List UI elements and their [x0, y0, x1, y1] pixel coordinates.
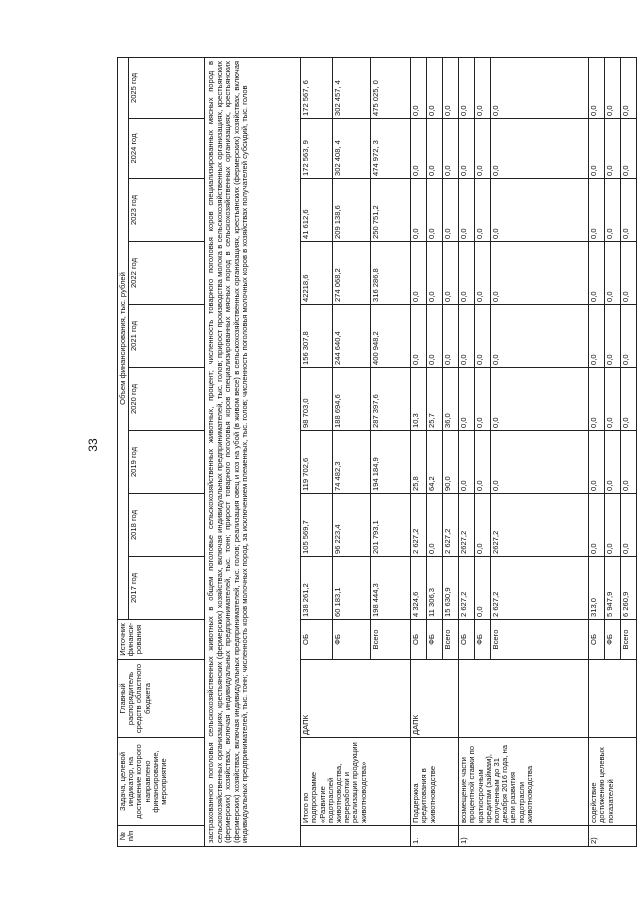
value-cell: 0,0 [411, 57, 427, 118]
value-cell: 244 640,4 [333, 305, 371, 368]
row-source: Всего [443, 620, 459, 660]
value-cell: 475 025, 0 [371, 57, 411, 118]
value-cell: 0,0 [459, 179, 475, 242]
value-cell: 198 444,3 [371, 557, 411, 620]
table-row [301, 57, 333, 846]
row-source: ОБ [589, 620, 605, 660]
value-cell: 0,0 [621, 242, 637, 305]
header-year: 2019 год [129, 431, 205, 494]
value-cell: 313,0 [589, 557, 605, 620]
value-cell: 90,0 [443, 431, 459, 494]
header-year: 2023 год [129, 179, 205, 242]
value-cell: 25,7 [427, 368, 443, 431]
value-cell: 10,3 [411, 368, 427, 431]
value-cell: 474 972, 3 [371, 119, 411, 179]
value-cell: 0,0 [475, 368, 491, 431]
value-cell: 250 751,2 [371, 179, 411, 242]
value-cell: 209 138,6 [333, 179, 371, 242]
value-cell: 0,0 [605, 179, 621, 242]
row-source: ФБ [605, 620, 621, 660]
row-source: ФБ [427, 620, 443, 660]
value-cell: 0,0 [491, 57, 589, 118]
row-source: ФБ [333, 620, 371, 660]
value-cell: 36,0 [443, 368, 459, 431]
value-cell: 60 183,1 [333, 557, 371, 620]
value-cell: 0,0 [475, 557, 491, 620]
value-cell: 0,0 [475, 431, 491, 494]
value-cell: 25,8 [411, 431, 427, 494]
value-cell: 0,0 [475, 119, 491, 179]
value-cell: 2 627,2 [491, 557, 589, 620]
indicator-text: застрахованного поголовья сельскохозяйственных животных в общем поголовье сельскохозяйственных животных, процент; численность товарного поголовья коров специализированных мясных пород в сельскохозяйственных организациях, крестьянских (фермерских) хозяйствах, включая индивидуальных предпринимателей, тыс. голов; прирост производства молока в сельскохозяйственных организациях, крестьянских (фермерских) хозяйствах, включая индивидуальных предпринимателей, тыс. тонн; прирост товарного поголовья коров специализированных мясных пород в сельскохозяйственных организациях, крестьянских (фермерских) хозяйствах, включая индивидуальных предпринимателей, тыс. голов; реализация овец и коз на убой (в живом весе) в сельскохозяйственных организациях, крестьянских (фермерских) хозяйствах, включая индивидуальных предпринимателей, тыс. тонн; численность коров молочных пород, за исключением племенных, тыс. голов; численность поголовья молочных коров в хозяйствах получателей субсидий, тыс. голов [205, 57, 301, 846]
value-cell: 0,0 [589, 431, 605, 494]
value-cell: 188 694,6 [333, 368, 371, 431]
value-cell: 0,0 [621, 368, 637, 431]
value-cell: 6 260,9 [621, 557, 637, 620]
value-cell: 0,0 [411, 179, 427, 242]
value-cell: 0,0 [459, 242, 475, 305]
funding-table [117, 57, 637, 847]
value-cell: 2627,2 [459, 494, 475, 557]
value-cell: 302 408, 4 [333, 119, 371, 179]
value-cell: 316 286,8 [371, 242, 411, 305]
table-row [589, 57, 605, 846]
value-cell: 0,0 [589, 179, 605, 242]
value-cell: 0,0 [459, 431, 475, 494]
value-cell: 2 627,2 [443, 494, 459, 557]
row-task: Итого по подпрограмме «Развитие подотраслей животноводства, переработки и реализации продукции животноводства» [301, 738, 411, 826]
value-cell: 0,0 [589, 494, 605, 557]
value-cell: 156 307,8 [301, 305, 333, 368]
value-cell: 0,0 [427, 179, 443, 242]
header-source: Источник финанси-рования [118, 620, 205, 660]
value-cell: 11 306,3 [427, 557, 443, 620]
value-cell: 0,0 [605, 494, 621, 557]
row-number: 2) [589, 826, 637, 847]
value-cell: 2 627,2 [411, 494, 427, 557]
value-cell: 5 947,9 [605, 557, 621, 620]
header-year: 2017 год [129, 557, 205, 620]
value-cell: 274 068,2 [333, 242, 371, 305]
value-cell: 0,0 [589, 57, 605, 118]
value-cell: 172 567, 6 [301, 57, 333, 118]
row-number: 1) [459, 826, 589, 847]
row-admin: ДАПК [301, 660, 411, 738]
value-cell: 0,0 [491, 431, 589, 494]
value-cell: 0,0 [491, 179, 589, 242]
value-cell: 42218,6 [301, 242, 333, 305]
header-year: 2024 год [129, 119, 205, 179]
value-cell: 0,0 [605, 305, 621, 368]
row-admin [589, 660, 637, 738]
value-cell: 0,0 [475, 57, 491, 118]
row-admin [459, 660, 589, 738]
value-cell: 0,0 [427, 119, 443, 179]
header-admin: Главный распорядитель средств областного бюджета [118, 660, 205, 738]
value-cell: 0,0 [411, 242, 427, 305]
value-cell: 0,0 [459, 368, 475, 431]
page-number: 33 [86, 438, 100, 452]
value-cell: 172 563, 9 [301, 119, 333, 179]
header-funding: Объем финансирования, тыс. рублей [118, 57, 129, 619]
value-cell: 0,0 [459, 119, 475, 179]
value-cell: 2 627,2 [459, 557, 475, 620]
value-cell: 0,0 [589, 119, 605, 179]
value-cell: 0,0 [605, 242, 621, 305]
value-cell: 0,0 [443, 57, 459, 118]
value-cell: 41 612,6 [301, 179, 333, 242]
header-year: 2021 год [129, 305, 205, 368]
value-cell: 0,0 [491, 242, 589, 305]
row-number: 1. [411, 826, 459, 847]
value-cell: 0,0 [411, 305, 427, 368]
value-cell: 0,0 [589, 368, 605, 431]
value-cell: 0,0 [459, 57, 475, 118]
value-cell: 0,0 [621, 494, 637, 557]
value-cell: 0,0 [605, 57, 621, 118]
value-cell: 0,0 [621, 179, 637, 242]
table-sheet [117, 57, 631, 847]
value-cell: 201 793,1 [371, 494, 411, 557]
value-cell: 0,0 [605, 368, 621, 431]
row-source: Всего [371, 620, 411, 660]
value-cell: 302 457, 4 [333, 57, 371, 118]
value-cell: 0,0 [427, 57, 443, 118]
row-task: Поддержка кредитования в животноводстве [411, 738, 459, 826]
value-cell: 119 702,6 [301, 431, 333, 494]
header-year: 2018 год [129, 494, 205, 557]
value-cell: 287 397,6 [371, 368, 411, 431]
value-cell: 0,0 [427, 494, 443, 557]
value-cell: 194 184,9 [371, 431, 411, 494]
value-cell: 0,0 [589, 305, 605, 368]
row-source: ОБ [459, 620, 475, 660]
header-num: № п/п [118, 826, 205, 847]
table-row [411, 57, 427, 846]
row-source: Всего [621, 620, 637, 660]
value-cell: 0,0 [475, 494, 491, 557]
value-cell: 15 630,9 [443, 557, 459, 620]
value-cell: 4 324,6 [411, 557, 427, 620]
value-cell: 0,0 [491, 368, 589, 431]
row-number [301, 826, 411, 847]
value-cell: 105 569,7 [301, 494, 333, 557]
value-cell: 0,0 [475, 242, 491, 305]
value-cell: 0,0 [605, 119, 621, 179]
value-cell: 0,0 [475, 179, 491, 242]
value-cell: 98 703,0 [301, 368, 333, 431]
value-cell: 0,0 [475, 305, 491, 368]
value-cell: 0,0 [411, 119, 427, 179]
row-source: Всего [491, 620, 589, 660]
value-cell: 0,0 [443, 242, 459, 305]
value-cell: 0,0 [621, 431, 637, 494]
value-cell: 0,0 [491, 119, 589, 179]
value-cell: 0,0 [443, 305, 459, 368]
value-cell: 96 223,4 [333, 494, 371, 557]
value-cell: 138 261,2 [301, 557, 333, 620]
row-task: возмещение части процентной ставки по краткосрочным кредитам (займам), полученным до 31 декабря 2016 года, на цели развития подотрасли животноводства [459, 738, 589, 826]
value-cell: 0,0 [605, 431, 621, 494]
row-source: ОБ [301, 620, 333, 660]
value-cell: 0,0 [621, 57, 637, 118]
row-task: содействие достижению целевых показателей [589, 738, 637, 826]
value-cell: 0,0 [443, 179, 459, 242]
value-cell: 2627,2 [491, 494, 589, 557]
header-task: Задача, целевой индикатор, на достижение которого направлено финансирование, мероприятие [118, 738, 205, 826]
value-cell: 0,0 [459, 305, 475, 368]
value-cell: 0,0 [443, 119, 459, 179]
row-source: ОБ [411, 620, 427, 660]
value-cell: 0,0 [427, 305, 443, 368]
value-cell: 0,0 [621, 119, 637, 179]
header-year: 2022 год [129, 242, 205, 305]
value-cell: 0,0 [427, 242, 443, 305]
value-cell: 400 948,2 [371, 305, 411, 368]
row-admin: ДАПК [411, 660, 459, 738]
table-row [459, 57, 475, 846]
value-cell: 0,0 [589, 242, 605, 305]
value-cell: 74 482,3 [333, 431, 371, 494]
value-cell: 0,0 [621, 305, 637, 368]
row-source: ФБ [475, 620, 491, 660]
header-year: 2020 год [129, 368, 205, 431]
value-cell: 64,2 [427, 431, 443, 494]
rotated-page [117, 57, 631, 847]
header-year: 2025 год [129, 57, 205, 118]
value-cell: 0,0 [491, 305, 589, 368]
